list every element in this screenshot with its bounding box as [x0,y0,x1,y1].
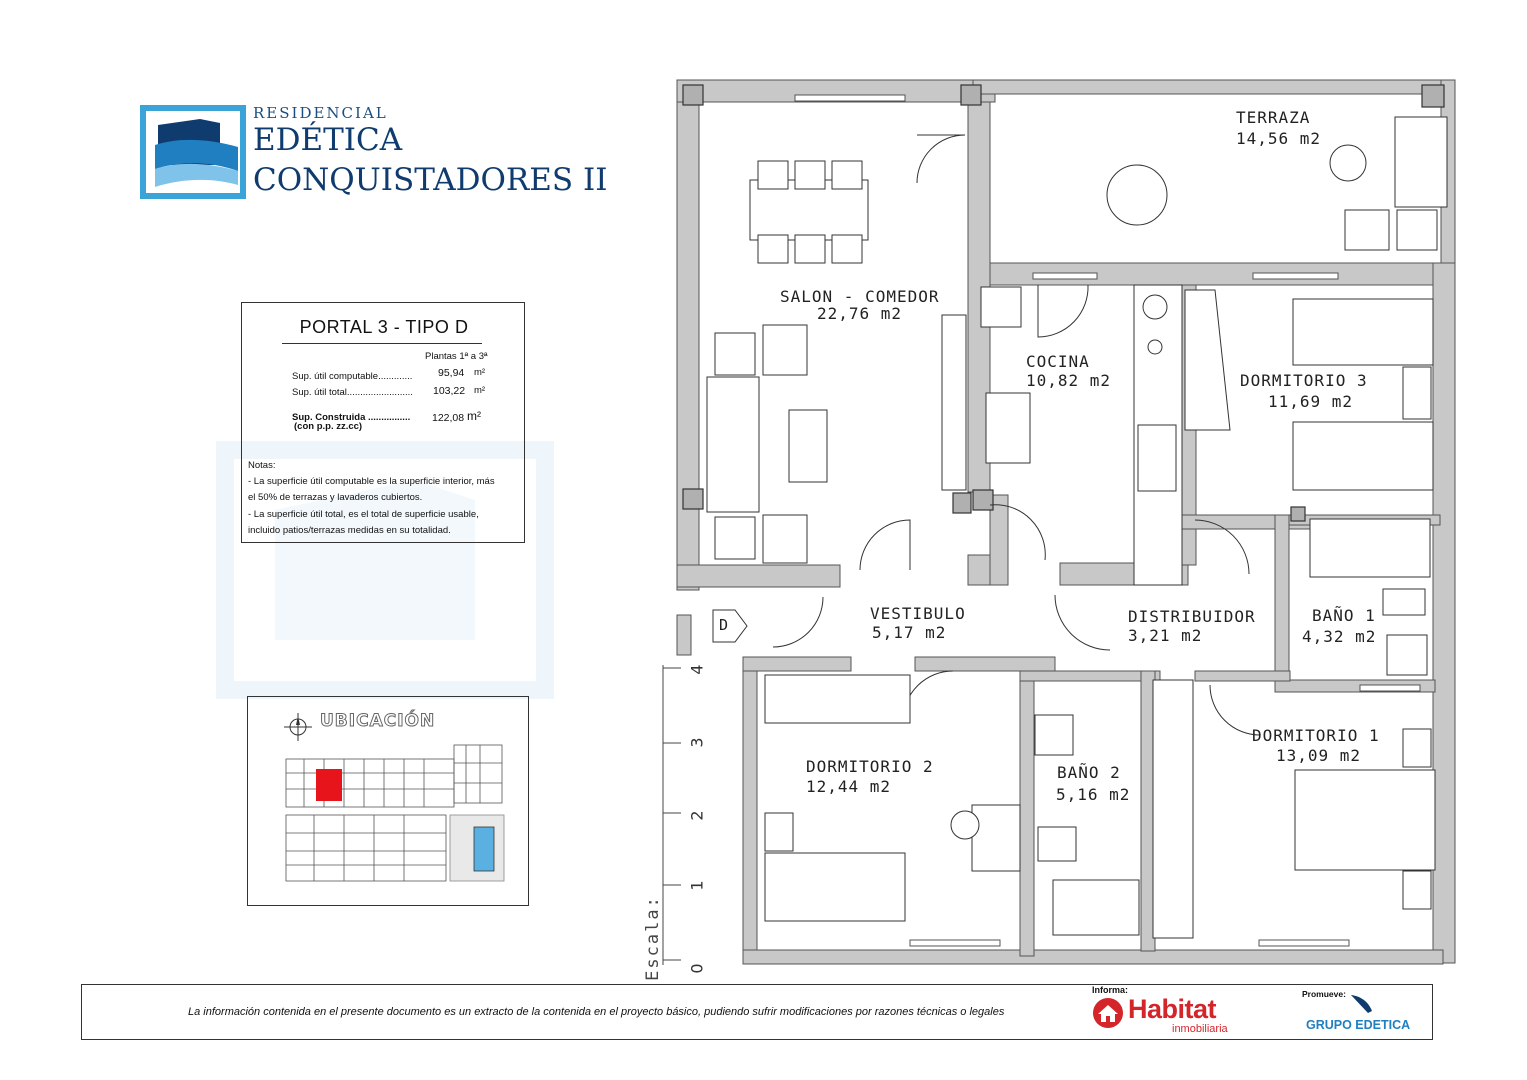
room-area-distribuidor: 3,21 m2 [1128,626,1203,645]
room-name-dormitorio-1: DORMITORIO 1 [1252,726,1380,745]
sup-construida-label: Sup. Construida ................ [292,412,411,423]
disclaimer-text: La información contenida en el presente documento es un extracto de la contenida en el proyecto básico, pudiendo sufrir modificaciones por razones técnicas o legales [188,1006,1005,1018]
scale-label: Escala: [642,895,663,981]
room-area-dormitorio-1: 13,09 m2 [1276,746,1362,765]
scale-bar-icon [663,665,681,965]
room-area-salon-comedor: 22,76 m2 [817,304,903,323]
compass-icon [284,713,312,741]
informa-label: Informa: [1092,985,1128,995]
room-area-dormitorio-2: 12,44 m2 [806,777,892,796]
habitat-sub: inmobiliaria [1172,1023,1228,1035]
grupo-edetica-name: GRUPO EDETICA [1306,1018,1411,1032]
sup-util-computable-value: 95,94 [438,367,465,379]
sup-util-total-label: Sup. útil total......................... [292,387,413,398]
scale-tick-label: 4 [687,664,707,675]
sup-util-computable-unit: m² [474,367,486,378]
plantas-text: Plantas 1ª a 3ª [425,351,488,362]
sup-util-total-unit: m² [474,385,486,396]
location-title: UBICACIÓN [320,711,436,731]
location-map-box [247,696,529,906]
logo-edetica-text: EDÉTICA [253,122,403,158]
room-name-bano-1: BAÑO 1 [1312,606,1376,625]
sup-construida-value: 122,08 [432,412,465,424]
logo-mark-icon [140,105,248,200]
sup-construida-sub: (con p.p. zz.cc) [294,421,363,432]
logo-residencial-text: RESIDENCIAL [253,104,388,122]
room-name-terraza: TERRAZA [1236,108,1311,127]
room-name-cocina: COCINA [1026,352,1090,371]
room-area-bano-2: 5,16 m2 [1056,785,1131,804]
scale-tick-label: 2 [687,810,707,821]
room-name-salon-comedor: SALON - COMEDOR [780,287,940,306]
entrance-label: D [719,616,730,634]
title-divider [282,343,482,344]
unit-title: PORTAL 3 - TIPO D [299,317,469,337]
scale-tick-label: 0 [687,963,707,974]
room-area-dormitorio-3: 11,69 m2 [1268,392,1354,411]
note-line: - La superficie útil computable es la superficie interior, más [248,476,495,487]
site-plan-icon [284,743,506,883]
habitat-house-icon [1090,997,1126,1029]
note-line: el 50% de terrazas y lavaderos cubiertos. [248,492,423,503]
room-name-dormitorio-2: DORMITORIO 2 [806,757,934,776]
room-area-cocina: 10,82 m2 [1026,371,1112,390]
logo-conquistadores-text: CONQUISTADORES II [253,162,608,198]
note-line: - La superficie útil total, es el total de superficie usable, [248,509,479,520]
unit-location-highlight [316,769,342,801]
floor-plan [655,75,1465,980]
habitat-name: Habitat [1128,994,1217,1024]
note-line: incluido patios/terrazas medidas en su totalidad. [248,525,451,536]
sup-util-total-value: 103,22 [433,385,466,397]
room-area-vestibulo: 5,17 m2 [872,623,947,642]
footer-bar [81,984,1433,1040]
promueve-label: Promueve: [1302,989,1346,999]
room-name-distribuidor: DISTRIBUIDOR [1128,607,1256,626]
scale-tick-label: 1 [687,880,707,891]
unit-info-box [241,302,525,543]
room-name-vestibulo: VESTIBULO [870,604,966,623]
room-area-bano-1: 4,32 m2 [1302,627,1377,646]
scale-tick-label: 3 [687,737,707,748]
residencial-logo [140,100,620,210]
room-name-dormitorio-3: DORMITORIO 3 [1240,371,1368,390]
grupo-edetica-mark-icon [1348,991,1374,1017]
sup-util-computable-label: Sup. útil computable............. [292,371,413,382]
notes-title: Notas: [248,460,276,471]
sup-construida-unit: m² [467,409,481,423]
room-area-terraza: 14,56 m2 [1236,129,1322,148]
room-name-bano-2: BAÑO 2 [1057,763,1121,782]
